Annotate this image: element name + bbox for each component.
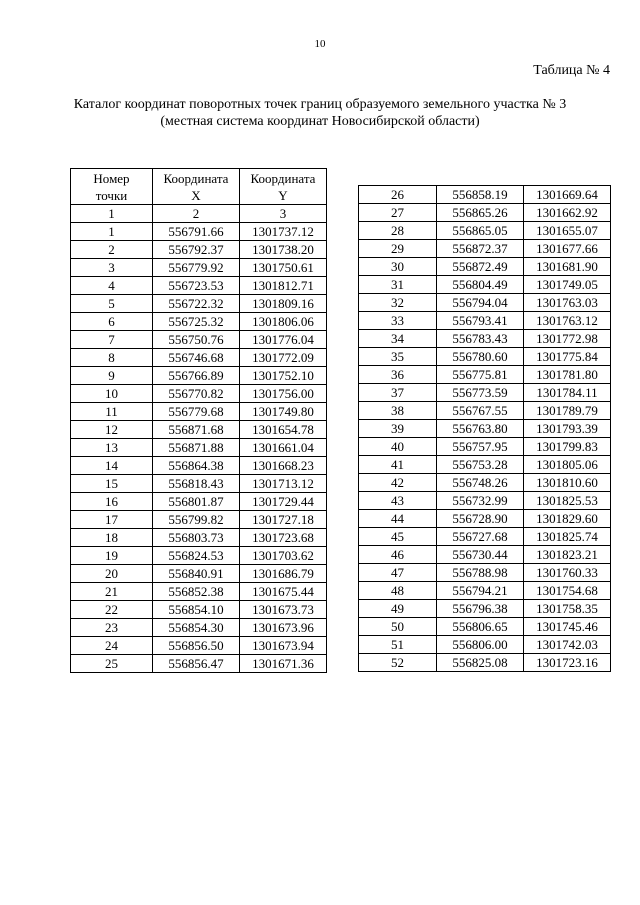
point-number-cell: 17 xyxy=(71,511,153,529)
point-number-cell: 1 xyxy=(71,223,153,241)
point-number-cell: 43 xyxy=(359,492,437,510)
x-coordinate-cell: 556796.38 xyxy=(437,600,524,618)
point-number-cell: 3 xyxy=(71,259,153,277)
table-row xyxy=(359,636,611,654)
x-coordinate-cell: 556770.82 xyxy=(153,385,240,403)
table-row xyxy=(359,348,611,366)
table-label: Таблица № 4 xyxy=(533,63,610,78)
point-number-cell: 24 xyxy=(71,637,153,655)
y-coordinate-cell: 1301805.06 xyxy=(524,456,611,474)
table-row xyxy=(71,583,327,601)
table-row xyxy=(359,456,611,474)
y-coordinate-cell: 1301809.16 xyxy=(240,295,327,313)
page-number: 10 xyxy=(314,38,326,50)
table-row xyxy=(71,439,327,457)
table-row xyxy=(359,420,611,438)
x-coordinate-cell: 556806.65 xyxy=(437,618,524,636)
y-coordinate-cell: 1301723.68 xyxy=(240,529,327,547)
point-number-cell: 5 xyxy=(71,295,153,313)
table-row xyxy=(71,295,327,313)
point-number-cell: 25 xyxy=(71,655,153,673)
table-row xyxy=(71,457,327,475)
x-coordinate-cell: 556803.73 xyxy=(153,529,240,547)
point-number-cell: 26 xyxy=(359,186,437,204)
y-coordinate-cell: 1301669.64 xyxy=(524,186,611,204)
x-coordinate-cell: 556854.10 xyxy=(153,601,240,619)
y-coordinate-cell: 1301781.80 xyxy=(524,366,611,384)
point-number-cell: 27 xyxy=(359,204,437,222)
table-row xyxy=(359,654,611,672)
table-row xyxy=(359,402,611,420)
x-coordinate-cell: 556779.68 xyxy=(153,403,240,421)
x-coordinate-cell: 556858.19 xyxy=(437,186,524,204)
table-row xyxy=(71,277,327,295)
x-coordinate-cell: 556818.43 xyxy=(153,475,240,493)
y-coordinate-cell: 1301737.12 xyxy=(240,223,327,241)
point-number-cell: 52 xyxy=(359,654,437,672)
table-row xyxy=(359,384,611,402)
table-row xyxy=(71,655,327,673)
y-coordinate-cell: 1301673.73 xyxy=(240,601,327,619)
point-number-cell: 31 xyxy=(359,276,437,294)
y-coordinate-cell: 1301784.11 xyxy=(524,384,611,402)
table-row xyxy=(71,529,327,547)
x-coordinate-cell: 556723.53 xyxy=(153,277,240,295)
x-coordinate-cell: 556840.91 xyxy=(153,565,240,583)
coordinates-table-left xyxy=(70,168,327,673)
table-row xyxy=(359,618,611,636)
point-number-cell: 13 xyxy=(71,439,153,457)
x-coordinate-cell: 556806.00 xyxy=(437,636,524,654)
y-coordinate-cell: 1301729.44 xyxy=(240,493,327,511)
header-x xyxy=(153,169,240,205)
point-number-cell: 32 xyxy=(359,294,437,312)
coordinates-table-right xyxy=(358,185,611,672)
x-coordinate-cell: 556792.37 xyxy=(153,241,240,259)
point-number-cell: 11 xyxy=(71,403,153,421)
table-row xyxy=(71,637,327,655)
table-row xyxy=(71,349,327,367)
y-coordinate-cell: 1301742.03 xyxy=(524,636,611,654)
table-row xyxy=(359,240,611,258)
x-coordinate-cell: 556757.95 xyxy=(437,438,524,456)
header-row xyxy=(71,169,327,205)
point-number-cell: 46 xyxy=(359,546,437,564)
y-coordinate-cell: 1301812.71 xyxy=(240,277,327,295)
y-coordinate-cell: 1301806.06 xyxy=(240,313,327,331)
y-coordinate-cell: 1301825.53 xyxy=(524,492,611,510)
point-number-cell: 23 xyxy=(71,619,153,637)
y-coordinate-cell: 1301763.12 xyxy=(524,312,611,330)
y-coordinate-cell: 1301760.33 xyxy=(524,564,611,582)
table-row xyxy=(71,313,327,331)
y-coordinate-cell: 1301772.09 xyxy=(240,349,327,367)
column-number-row xyxy=(71,205,327,223)
y-coordinate-cell: 1301758.35 xyxy=(524,600,611,618)
table-row xyxy=(71,565,327,583)
table-row xyxy=(71,385,327,403)
x-coordinate-cell: 556791.66 xyxy=(153,223,240,241)
x-coordinate-cell: 556871.88 xyxy=(153,439,240,457)
table-row xyxy=(359,312,611,330)
x-coordinate-cell: 556856.50 xyxy=(153,637,240,655)
y-coordinate-cell: 1301673.96 xyxy=(240,619,327,637)
point-number-cell: 18 xyxy=(71,529,153,547)
point-number-cell: 22 xyxy=(71,601,153,619)
table-row xyxy=(359,438,611,456)
column-number-2: 2 xyxy=(153,205,240,223)
point-number-cell: 39 xyxy=(359,420,437,438)
y-coordinate-cell: 1301673.94 xyxy=(240,637,327,655)
table-row xyxy=(71,241,327,259)
y-coordinate-cell: 1301713.12 xyxy=(240,475,327,493)
point-number-cell: 12 xyxy=(71,421,153,439)
point-number-cell: 21 xyxy=(71,583,153,601)
y-coordinate-cell: 1301723.16 xyxy=(524,654,611,672)
table-row xyxy=(359,276,611,294)
y-coordinate-cell: 1301654.78 xyxy=(240,421,327,439)
point-number-cell: 41 xyxy=(359,456,437,474)
header-y-line-1: Координата xyxy=(250,170,316,186)
y-coordinate-cell: 1301749.80 xyxy=(240,403,327,421)
point-number-cell: 29 xyxy=(359,240,437,258)
table-row xyxy=(359,222,611,240)
table-row xyxy=(71,601,327,619)
x-coordinate-cell: 556753.28 xyxy=(437,456,524,474)
table-row xyxy=(359,510,611,528)
y-coordinate-cell: 1301793.39 xyxy=(524,420,611,438)
x-coordinate-cell: 556825.08 xyxy=(437,654,524,672)
x-coordinate-cell: 556750.76 xyxy=(153,331,240,349)
point-number-cell: 49 xyxy=(359,600,437,618)
point-number-cell: 44 xyxy=(359,510,437,528)
x-coordinate-cell: 556801.87 xyxy=(153,493,240,511)
point-number-cell: 51 xyxy=(359,636,437,654)
x-coordinate-cell: 556728.90 xyxy=(437,510,524,528)
x-coordinate-cell: 556872.37 xyxy=(437,240,524,258)
point-number-cell: 4 xyxy=(71,277,153,295)
table-row xyxy=(359,294,611,312)
point-number-cell: 7 xyxy=(71,331,153,349)
x-coordinate-cell: 556799.82 xyxy=(153,511,240,529)
column-number-3: 3 xyxy=(240,205,327,223)
point-number-cell: 36 xyxy=(359,366,437,384)
x-coordinate-cell: 556767.55 xyxy=(437,402,524,420)
table-row xyxy=(71,421,327,439)
x-coordinate-cell: 556854.30 xyxy=(153,619,240,637)
left-table-body xyxy=(71,223,327,673)
point-number-cell: 38 xyxy=(359,402,437,420)
x-coordinate-cell: 556748.26 xyxy=(437,474,524,492)
x-coordinate-cell: 556864.38 xyxy=(153,457,240,475)
table-row xyxy=(359,546,611,564)
x-coordinate-cell: 556794.21 xyxy=(437,582,524,600)
point-number-cell: 2 xyxy=(71,241,153,259)
x-coordinate-cell: 556872.49 xyxy=(437,258,524,276)
table-row xyxy=(359,186,611,204)
header-y xyxy=(240,169,327,205)
x-coordinate-cell: 556794.04 xyxy=(437,294,524,312)
table-caption xyxy=(0,96,640,130)
point-number-cell: 10 xyxy=(71,385,153,403)
table-row xyxy=(71,367,327,385)
y-coordinate-cell: 1301756.00 xyxy=(240,385,327,403)
point-number-cell: 35 xyxy=(359,348,437,366)
x-coordinate-cell: 556871.68 xyxy=(153,421,240,439)
table-row xyxy=(359,492,611,510)
y-coordinate-cell: 1301752.10 xyxy=(240,367,327,385)
x-coordinate-cell: 556856.47 xyxy=(153,655,240,673)
y-coordinate-cell: 1301727.18 xyxy=(240,511,327,529)
x-coordinate-cell: 556865.05 xyxy=(437,222,524,240)
table-row xyxy=(71,619,327,637)
y-coordinate-cell: 1301703.62 xyxy=(240,547,327,565)
header-point-number xyxy=(71,169,153,205)
table-row xyxy=(71,223,327,241)
y-coordinate-cell: 1301829.60 xyxy=(524,510,611,528)
header-y-line-2: Y xyxy=(278,187,288,203)
header-point-line-1: Номер xyxy=(93,170,130,186)
caption-line-1: Каталог координат поворотных точек границ образуемого земельного участка № 3 xyxy=(73,97,567,112)
header-x-line-2: X xyxy=(191,187,201,203)
y-coordinate-cell: 1301671.36 xyxy=(240,655,327,673)
table-row xyxy=(359,564,611,582)
x-coordinate-cell: 556773.59 xyxy=(437,384,524,402)
point-number-cell: 33 xyxy=(359,312,437,330)
table-row xyxy=(359,474,611,492)
x-coordinate-cell: 556824.53 xyxy=(153,547,240,565)
y-coordinate-cell: 1301738.20 xyxy=(240,241,327,259)
right-table-body xyxy=(359,186,611,672)
y-coordinate-cell: 1301668.23 xyxy=(240,457,327,475)
x-coordinate-cell: 556779.92 xyxy=(153,259,240,277)
point-number-cell: 45 xyxy=(359,528,437,546)
table-row xyxy=(71,493,327,511)
point-number-cell: 34 xyxy=(359,330,437,348)
y-coordinate-cell: 1301661.04 xyxy=(240,439,327,457)
table-row xyxy=(71,547,327,565)
y-coordinate-cell: 1301681.90 xyxy=(524,258,611,276)
header-point-line-2: точки xyxy=(95,187,128,203)
table-row xyxy=(71,403,327,421)
point-number-cell: 9 xyxy=(71,367,153,385)
x-coordinate-cell: 556725.32 xyxy=(153,313,240,331)
point-number-cell: 47 xyxy=(359,564,437,582)
y-coordinate-cell: 1301799.83 xyxy=(524,438,611,456)
table-row xyxy=(359,330,611,348)
table-row xyxy=(71,511,327,529)
point-number-cell: 42 xyxy=(359,474,437,492)
point-number-cell: 40 xyxy=(359,438,437,456)
x-coordinate-cell: 556793.41 xyxy=(437,312,524,330)
y-coordinate-cell: 1301772.98 xyxy=(524,330,611,348)
table-row xyxy=(359,582,611,600)
y-coordinate-cell: 1301655.07 xyxy=(524,222,611,240)
x-coordinate-cell: 556865.26 xyxy=(437,204,524,222)
x-coordinate-cell: 556746.68 xyxy=(153,349,240,367)
point-number-cell: 37 xyxy=(359,384,437,402)
caption-line-2: (местная система координат Новосибирской области) xyxy=(160,114,480,129)
point-number-cell: 28 xyxy=(359,222,437,240)
table-row xyxy=(359,204,611,222)
x-coordinate-cell: 556766.89 xyxy=(153,367,240,385)
point-number-cell: 19 xyxy=(71,547,153,565)
table-row xyxy=(71,259,327,277)
y-coordinate-cell: 1301825.74 xyxy=(524,528,611,546)
y-coordinate-cell: 1301823.21 xyxy=(524,546,611,564)
table-row xyxy=(71,331,327,349)
y-coordinate-cell: 1301775.84 xyxy=(524,348,611,366)
table-row xyxy=(71,475,327,493)
x-coordinate-cell: 556763.80 xyxy=(437,420,524,438)
table-row xyxy=(359,366,611,384)
x-coordinate-cell: 556788.98 xyxy=(437,564,524,582)
x-coordinate-cell: 556804.49 xyxy=(437,276,524,294)
y-coordinate-cell: 1301763.03 xyxy=(524,294,611,312)
header-x-line-1: Координата xyxy=(163,170,229,186)
point-number-cell: 15 xyxy=(71,475,153,493)
x-coordinate-cell: 556783.43 xyxy=(437,330,524,348)
point-number-cell: 48 xyxy=(359,582,437,600)
point-number-cell: 20 xyxy=(71,565,153,583)
y-coordinate-cell: 1301810.60 xyxy=(524,474,611,492)
point-number-cell: 6 xyxy=(71,313,153,331)
point-number-cell: 14 xyxy=(71,457,153,475)
x-coordinate-cell: 556780.60 xyxy=(437,348,524,366)
point-number-cell: 16 xyxy=(71,493,153,511)
column-number-1: 1 xyxy=(71,205,153,223)
y-coordinate-cell: 1301789.79 xyxy=(524,402,611,420)
y-coordinate-cell: 1301776.04 xyxy=(240,331,327,349)
x-coordinate-cell: 556732.99 xyxy=(437,492,524,510)
table-row xyxy=(359,528,611,546)
point-number-cell: 50 xyxy=(359,618,437,636)
y-coordinate-cell: 1301675.44 xyxy=(240,583,327,601)
y-coordinate-cell: 1301662.92 xyxy=(524,204,611,222)
point-number-cell: 30 xyxy=(359,258,437,276)
x-coordinate-cell: 556730.44 xyxy=(437,546,524,564)
y-coordinate-cell: 1301677.66 xyxy=(524,240,611,258)
x-coordinate-cell: 556722.32 xyxy=(153,295,240,313)
table-row xyxy=(359,600,611,618)
y-coordinate-cell: 1301745.46 xyxy=(524,618,611,636)
table-row xyxy=(359,258,611,276)
x-coordinate-cell: 556775.81 xyxy=(437,366,524,384)
y-coordinate-cell: 1301686.79 xyxy=(240,565,327,583)
x-coordinate-cell: 556852.38 xyxy=(153,583,240,601)
y-coordinate-cell: 1301750.61 xyxy=(240,259,327,277)
point-number-cell: 8 xyxy=(71,349,153,367)
x-coordinate-cell: 556727.68 xyxy=(437,528,524,546)
y-coordinate-cell: 1301754.68 xyxy=(524,582,611,600)
y-coordinate-cell: 1301749.05 xyxy=(524,276,611,294)
